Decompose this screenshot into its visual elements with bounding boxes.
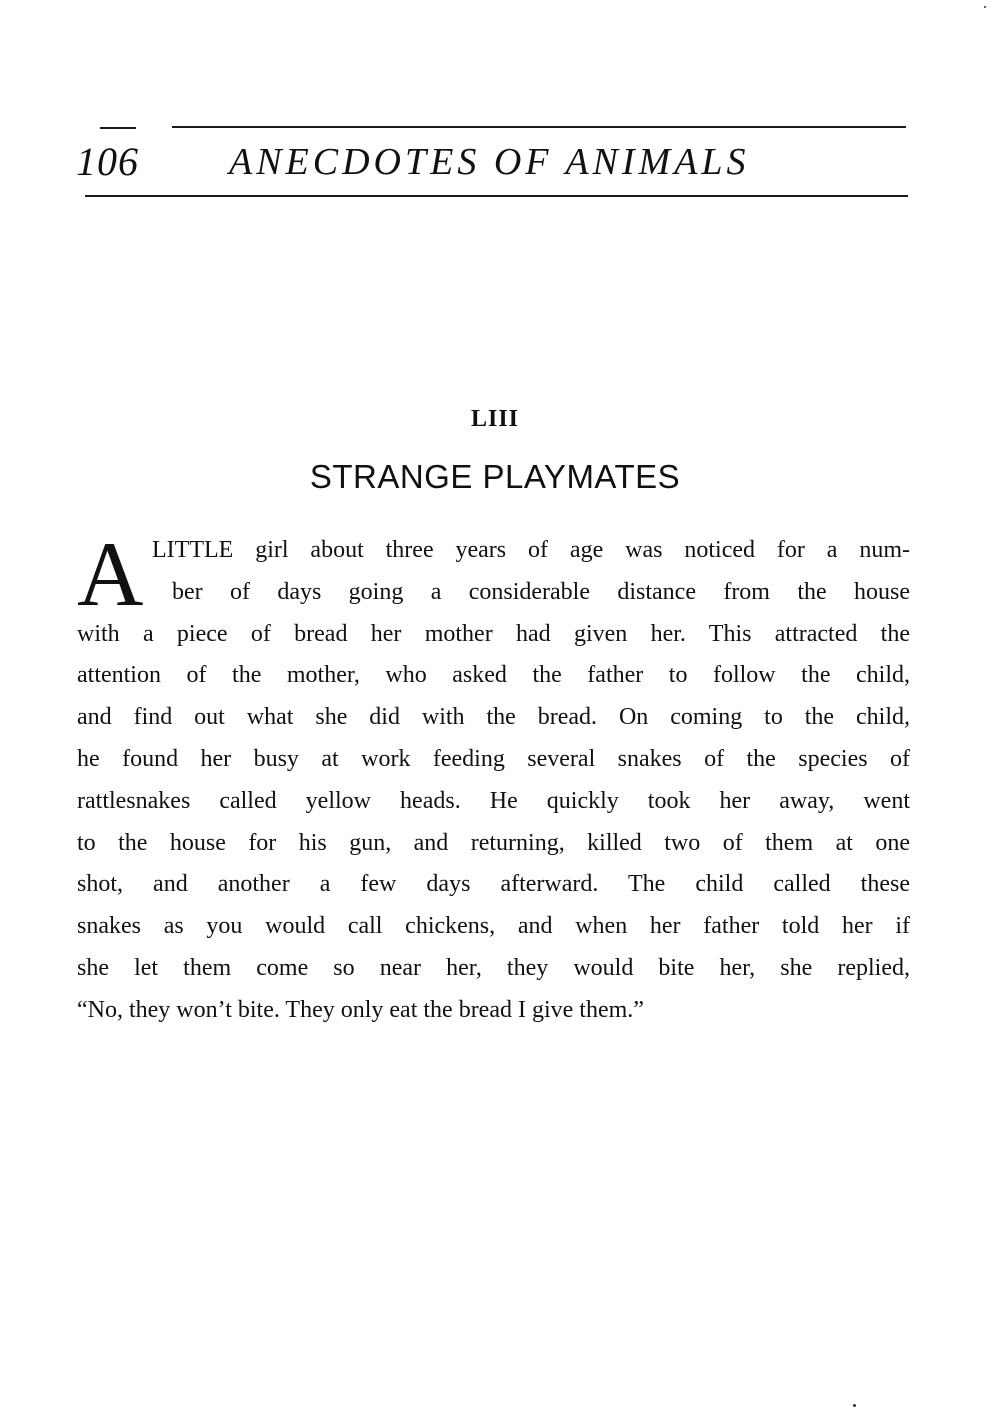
text-line: ber of days going a considerable distance from the house — [172, 578, 910, 605]
text-line: rattlesnakes called yellow heads. He quickly took her away, went — [77, 787, 910, 814]
text-line: shot, and another a few days afterward. The child called these — [77, 871, 910, 898]
text-line: she let them come so near her, they would bite her, she replied, — [77, 954, 910, 981]
text-line: with a piece of bread her mother had given her. This attracted the — [77, 620, 910, 647]
text-line: LITTLE girl about three years of age was noticed for a num- — [152, 537, 910, 563]
header-rule-bottom — [85, 195, 908, 197]
page-number: 106 — [76, 139, 139, 184]
text-line: and find out what she did with the bread. On coming to the child, — [77, 704, 910, 731]
body-paragraph — [77, 523, 910, 1032]
header-rule-top — [172, 126, 906, 128]
text-line: “No, they won’t bite. They only eat the bread I give them.” — [77, 996, 644, 1023]
running-title: ANECDOTES OF ANIMALS — [229, 141, 750, 183]
text-line: to the house for his gun, and returning, killed two of them at one — [77, 829, 910, 856]
print-speck — [853, 1404, 856, 1407]
chapter-number: LIII — [470, 406, 520, 432]
text-line: he found her busy at work feeding several snakes of the species of — [77, 745, 910, 772]
header-rule-short — [100, 127, 136, 129]
print-speck — [984, 6, 986, 8]
chapter-title: STRANGE PLAYMATES — [309, 458, 681, 495]
text-line: attention of the mother, who asked the father to follow the child, — [77, 662, 910, 689]
drop-cap: A — [77, 523, 144, 625]
text-line: snakes as you would call chickens, and when her father told her if — [77, 913, 910, 940]
